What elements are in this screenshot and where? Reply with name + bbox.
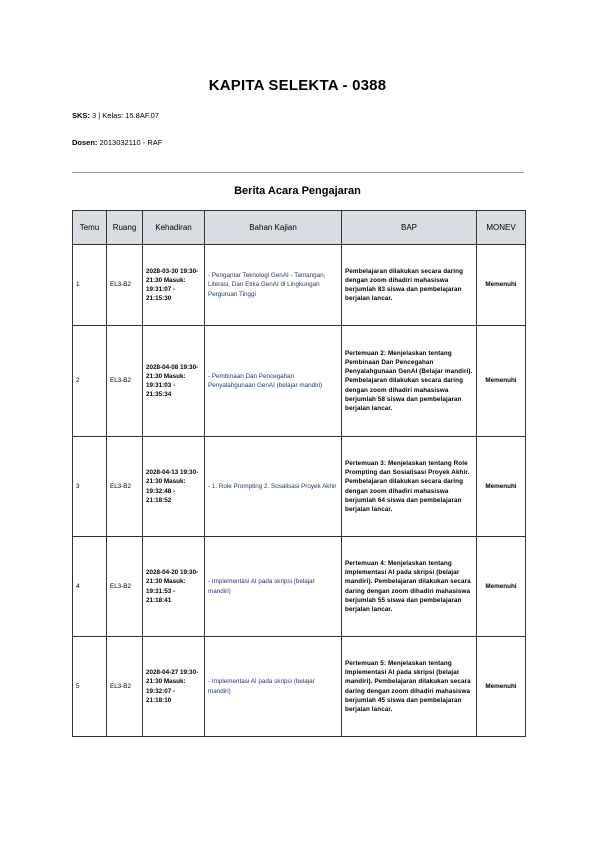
- dosen-line: [72, 138, 162, 147]
- column-header-monev: MONEV: [477, 211, 526, 245]
- cell-temu: 1: [73, 245, 107, 326]
- cell-ruang: EL3-B2: [107, 326, 143, 437]
- column-header-ruang: Ruang: [107, 211, 143, 245]
- cell-monev: Memenuhi: [477, 245, 526, 326]
- cell-bahan-kajian: - Implementasi AI pada skripsi (belajar mandiri): [205, 637, 342, 737]
- cell-monev: Memenuhi: [477, 637, 526, 737]
- sks-value: 3 | Kelas: 15.8AF.07: [92, 111, 160, 120]
- cell-bahan-kajian: - 1. Role Prompting 2. Sosalisasi Proyek Akhir: [205, 437, 342, 537]
- cell-ruang: EL3-B2: [107, 437, 143, 537]
- dosen-value: 2013032110 - RAF: [99, 138, 163, 147]
- cell-monev: Memenuhi: [477, 326, 526, 437]
- column-header-bap: BAP: [342, 211, 477, 245]
- table-row: [73, 537, 526, 637]
- cell-ruang: EL3-B2: [107, 245, 143, 326]
- cell-kehadiran: 2028-04-27 19:30-21:30 Masuk: 19:32:07 - 21:18:10: [143, 637, 205, 737]
- cell-temu: 2: [73, 326, 107, 437]
- column-header-temu: Temu: [73, 211, 107, 245]
- table-row: [73, 437, 526, 537]
- cell-ruang: EL3-B2: [107, 537, 143, 637]
- cell-monev: Memenuhi: [477, 537, 526, 637]
- cell-bap: Pertemuan 5: Menjelaskan tentang Implementasi AI pada skripsi (belajar mandiri). Pembelajaran dilakukan secara daring dengan zoom dihadiri mahasiswa berjumlah 45 siswa dan pembelajaran berjalan lancar.: [342, 637, 477, 737]
- column-header-bahan-kajian: Bahan Kajian: [205, 211, 342, 245]
- cell-kehadiran: 2028-03-30 19:30-21:30 Masuk: 19:31:07 - 21:15:30: [143, 245, 205, 326]
- cell-ruang: EL3-B2: [107, 637, 143, 737]
- cell-kehadiran: 2028-04-20 19:30-21:30 Masuk: 19:31:53 - 21:18:41: [143, 537, 205, 637]
- section-title: Berita Acara Pengajaran: [234, 185, 361, 197]
- cell-temu: 5: [73, 637, 107, 737]
- cell-bap: Pertemuan 3: Menjelaskan tentang Role Prompting dan Sosialisasi Proyek Akhir. Pembelajaran dilakukan secara daring dengan zoom dihadiri mahasiswa berjumlah 64 siswa dan pembelajaran berjalan lancar.: [342, 437, 477, 537]
- cell-bap: Pertemuan 2: Menjelaskan tentang Pembinaan Dan Pencegahan Penyalahgunaan GenAI (Belajar mandiri). Pembelajaran dilakukan secara daring dengan zoom dihadiri mahasiswa berjumlah 58 siswa dan pembelajaran berjalan lancar.: [342, 326, 477, 437]
- cell-bap: Pertemuan 4: Menjelaskan tentang Implementasi AI pada skripsi (belajar mandiri). Pembelajaran dilakukan secara daring dengan zoom dihadiri mahasiswa berjumlah 55 siswa dan pembelajaran berjalan lancar.: [342, 537, 477, 637]
- cell-temu: 4: [73, 537, 107, 637]
- table-header-row: [73, 211, 526, 245]
- table-row: [73, 245, 526, 326]
- cell-bahan-kajian: - Pembinaan Dan Pencegahan Penyalahgunaan GenAI (belajar mandiri): [205, 326, 342, 437]
- divider: [72, 172, 524, 173]
- bap-table: [72, 210, 526, 737]
- cell-kehadiran: 2028-04-13 19:30-21:30 Masuk: 19:32:48 - 21:18:52: [143, 437, 205, 537]
- column-header-kehadiran: Kehadiran: [143, 211, 205, 245]
- cell-bahan-kajian: - Pengantar Teknologi GenAI - Tantangan, Literasi, Dan Etika GenAI di Lingkungan Perguruan Tinggi: [205, 245, 342, 326]
- sks-line: [72, 111, 159, 120]
- table-row: [73, 637, 526, 737]
- cell-bap: Pembelajaran dilakukan secara daring dengan zoom dihadiri mahasiswa berjumlah 83 siswa dan pembelajaran berjalan lancar.: [342, 245, 477, 326]
- sks-label: SKS:: [72, 111, 90, 120]
- cell-monev: Memenuhi: [477, 437, 526, 537]
- table-row: [73, 326, 526, 437]
- cell-temu: 3: [73, 437, 107, 537]
- cell-bahan-kajian: - Implementasi AI pada skripsi (belajar mandiri): [205, 537, 342, 637]
- document-title: KAPITA SELEKTA - 0388: [208, 77, 387, 94]
- dosen-label: Dosen:: [72, 138, 98, 147]
- cell-kehadiran: 2028-04-08 19:30-21:30 Masuk: 19:31:03 - 21:35:34: [143, 326, 205, 437]
